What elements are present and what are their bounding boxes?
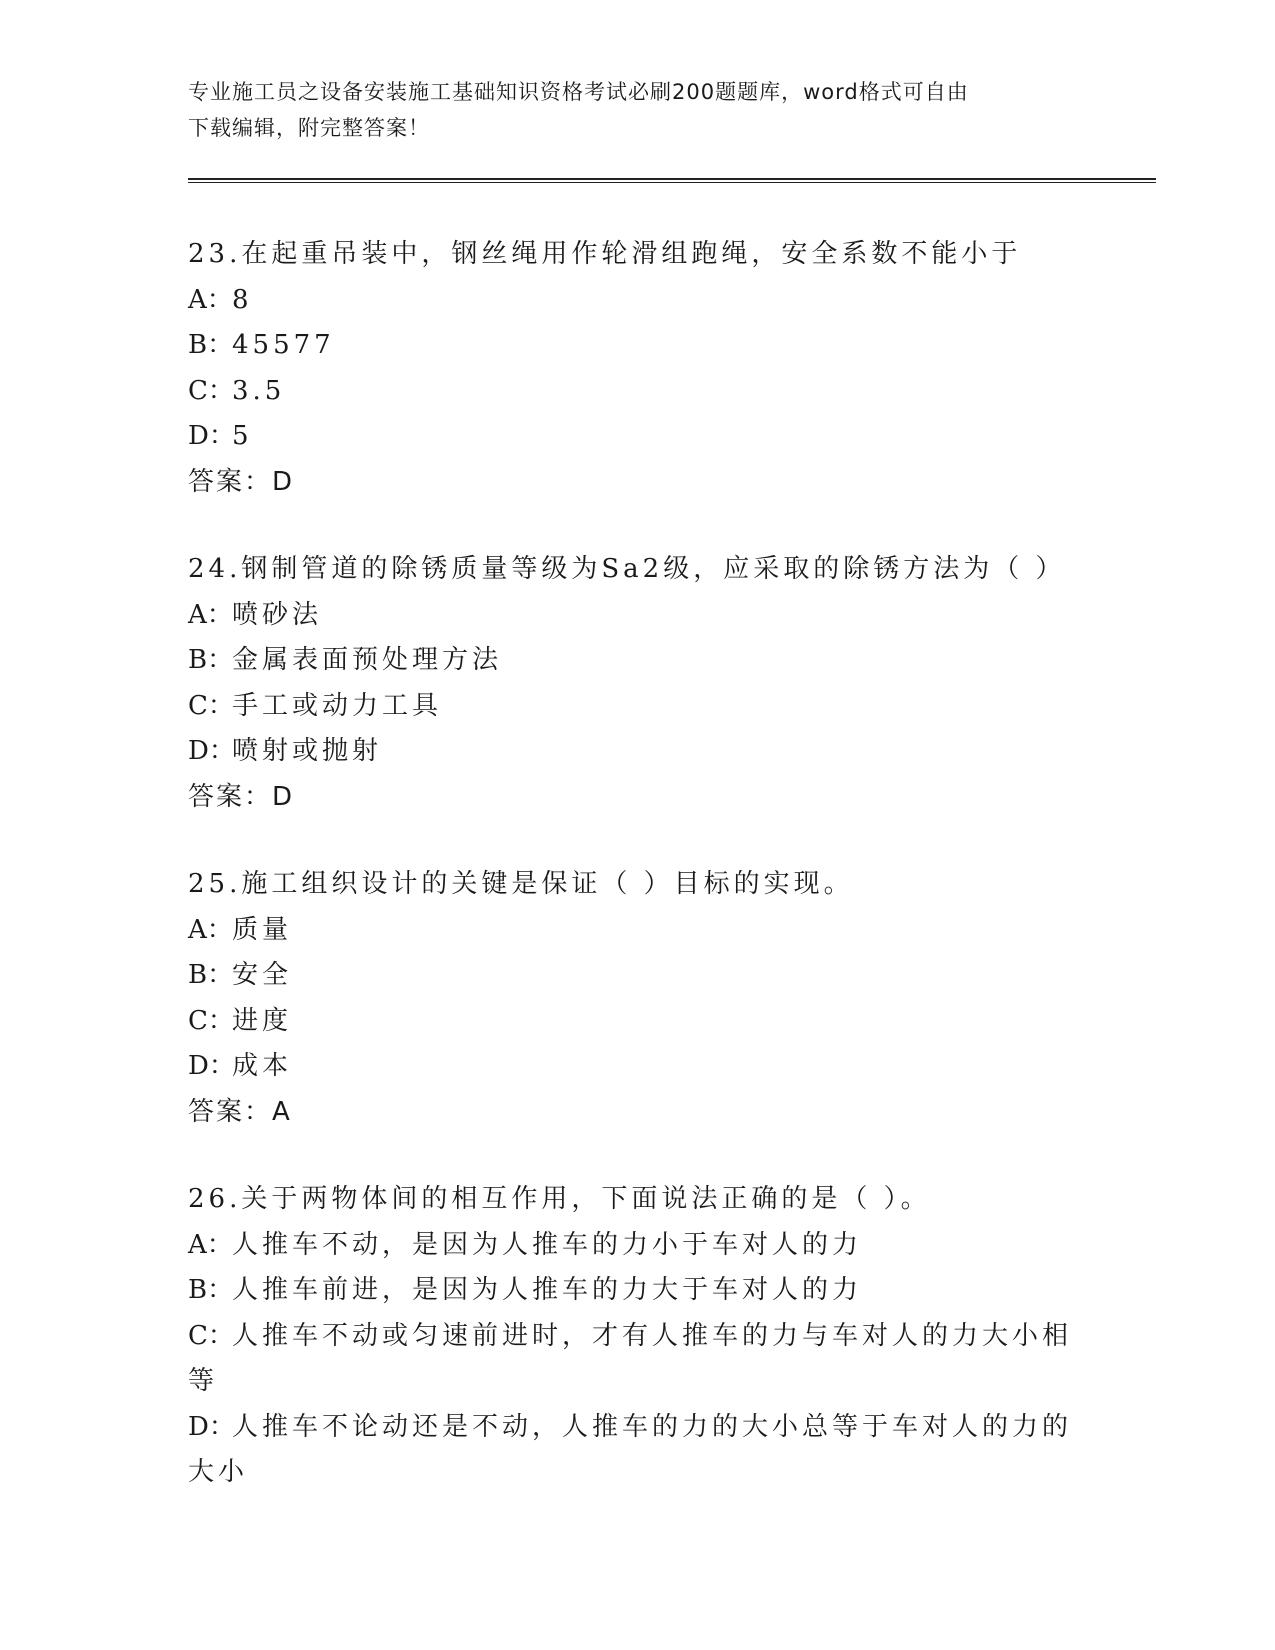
option-key: A： [188, 599, 233, 630]
header-line-1: 专业施工员之设备安装施工基础知识资格考试必刷200题题库，word格式可自由 [188, 80, 969, 104]
option-key: C： [188, 1005, 234, 1036]
option-key: D： [188, 421, 235, 451]
option-a [188, 593, 1078, 639]
option-b [188, 1268, 1078, 1314]
option-key: A： [188, 914, 233, 945]
option-text: 5 [232, 421, 253, 451]
question-stem: 25.施工组织设计的关键是保证（ ）目标的实现。 [188, 869, 854, 899]
option-d [188, 1405, 1078, 1496]
option-key: D： [188, 736, 235, 766]
option-key: D： [188, 1411, 235, 1442]
option-text: 喷射或抛射 [232, 736, 383, 766]
question-24 [188, 547, 1148, 820]
option-text: 人推车不论动还是不动，人推车的力的大小总等于车对人的力的大小 [188, 1411, 1073, 1487]
option-key: C： [188, 690, 234, 721]
answer: 答案：D [188, 781, 295, 812]
option-c [188, 1314, 1078, 1405]
option-text: 45577 [232, 330, 335, 360]
option-a [188, 1223, 1078, 1269]
option-c [188, 999, 1078, 1045]
option-c [188, 369, 1078, 415]
option-key: A： [188, 284, 233, 315]
option-text: 人推车不动，是因为人推车的力小于车对人的力 [232, 1229, 863, 1260]
option-d [188, 1044, 1078, 1090]
option-text: 人推车前进，是因为人推车的力大于车对人的力 [232, 1275, 863, 1305]
option-b [188, 638, 1078, 684]
option-d [188, 414, 1078, 460]
option-text: 8 [232, 284, 253, 315]
answer: 答案：A [188, 1096, 292, 1127]
option-c [188, 684, 1078, 730]
question-list [188, 232, 1148, 1538]
question-stem: 26.关于两物体间的相互作用，下面说法正确的是（ ）。 [188, 1184, 931, 1214]
question-stem: 24.钢制管道的除锈质量等级为Sa2级，应采取的除锈方法为（ ） [188, 554, 1066, 584]
option-text: 质量 [232, 914, 293, 945]
option-b [188, 323, 1078, 369]
header-divider [188, 178, 1156, 183]
option-key: B： [188, 330, 234, 360]
option-text: 金属表面预处理方法 [232, 645, 503, 675]
option-key: B： [188, 645, 234, 675]
option-a [188, 908, 1078, 954]
document-header [188, 74, 1078, 146]
option-b [188, 953, 1078, 999]
option-key: D： [188, 1051, 235, 1081]
question-25 [188, 862, 1148, 1135]
option-key: B： [188, 1275, 234, 1305]
header-line-2: 下载编辑，附完整答案！ [188, 116, 430, 140]
option-key: A： [188, 1229, 233, 1260]
option-text: 进度 [232, 1005, 293, 1036]
option-key: B： [188, 960, 234, 990]
option-key: C： [188, 375, 234, 406]
option-text: 手工或动力工具 [232, 690, 443, 721]
option-text: 喷砂法 [232, 599, 323, 630]
option-d [188, 729, 1078, 775]
question-26 [188, 1177, 1148, 1496]
question-23 [188, 232, 1148, 505]
question-stem: 23.在起重吊装中，钢丝绳用作轮滑组跑绳，安全系数不能小于 [188, 239, 1022, 269]
option-text: 成本 [232, 1051, 293, 1081]
option-a [188, 278, 1078, 324]
option-text: 3.5 [232, 375, 286, 406]
option-key: C： [188, 1320, 234, 1351]
answer: 答案：D [188, 466, 295, 497]
option-text: 安全 [232, 960, 293, 990]
option-text: 人推车不动或匀速前进时，才有人推车的力与车对人的力大小相等 [188, 1320, 1073, 1396]
